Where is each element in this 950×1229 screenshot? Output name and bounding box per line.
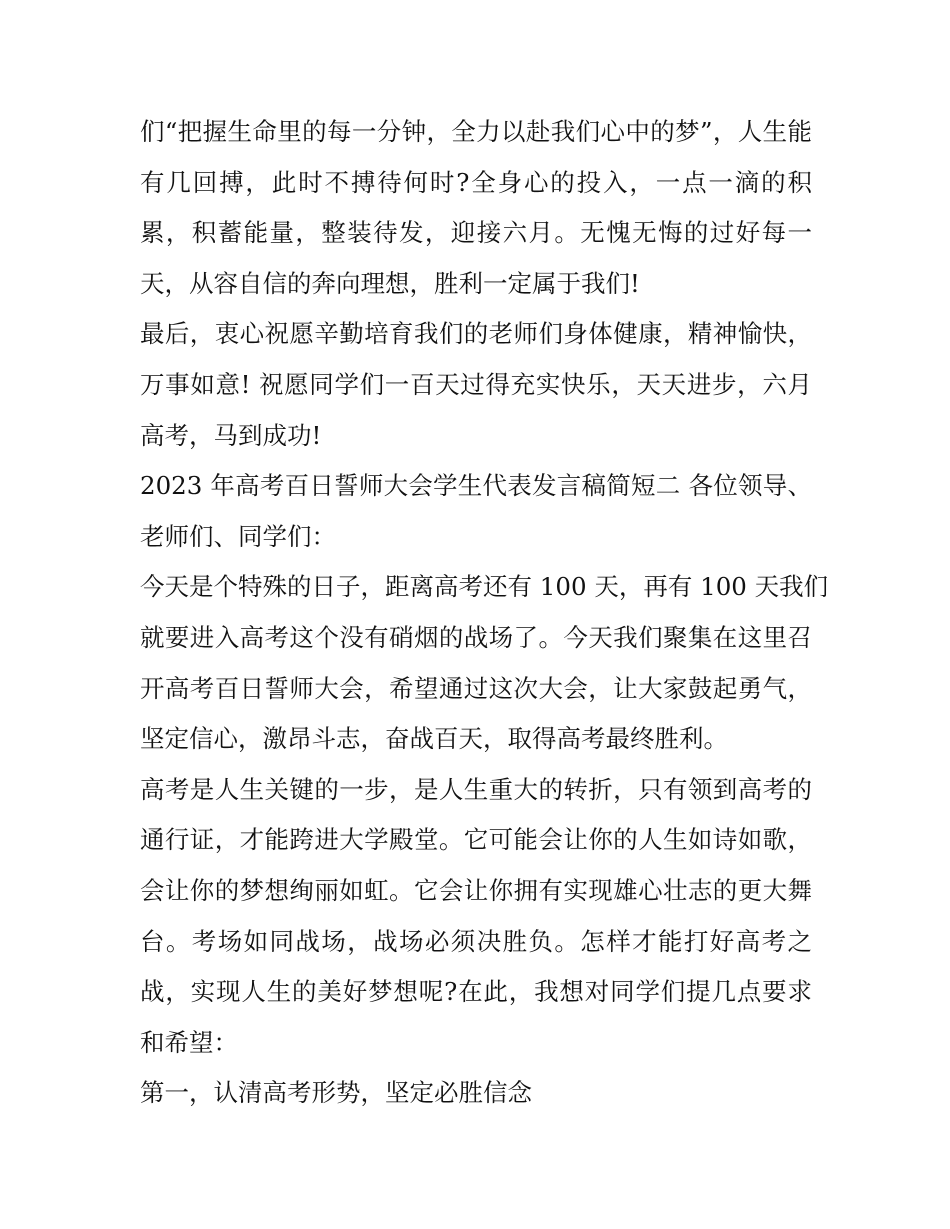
text-line: 就要进入高考这个没有硝烟的战场了。今天我们聚集在这里召 bbox=[140, 622, 812, 652]
text-line: 通行证，才能跨进大学殿堂。它可能会让你的人生如诗如歌， bbox=[140, 825, 812, 855]
text-line: 高考是人生关键的一步，是人生重大的转折，只有领到高考的 bbox=[140, 774, 812, 804]
text-line: 们“把握生命里的每一分钟，全力以赴我们心中的梦”，人生能 bbox=[140, 117, 812, 146]
document-page bbox=[140, 107, 829, 1119]
text-line: 2023 年高考百日誓师大会学生代表发言稿简短二 各位领导、 bbox=[140, 471, 812, 501]
text-line: 和希望： bbox=[140, 1027, 238, 1057]
text-line: 开高考百日誓师大会，希望通过这次大会，让大家鼓起勇气， bbox=[140, 673, 812, 703]
text-line: 累，积蓄能量，整装待发，迎接六月。无愧无悔的过好每一 bbox=[140, 218, 812, 248]
text-line: 第一，认清高考形势，坚定必胜信念 bbox=[140, 1078, 532, 1108]
text-line: 老师们、同学们： bbox=[140, 521, 336, 551]
text-line: 万事如意! 祝愿同学们一百天过得充实快乐，天天进步，六月 bbox=[140, 369, 812, 399]
text-line: 今天是个特殊的日子，距离高考还有 100 天，再有 100 天我们 bbox=[140, 572, 829, 602]
text-line: 会让你的梦想绚丽如虹。它会让你拥有实现雄心壮志的更大舞 bbox=[140, 875, 812, 905]
text-line: 有几回搏，此时不搏待何时?全身心的投入，一点一滴的积 bbox=[140, 167, 812, 197]
text-line: 天，从容自信的奔向理想，胜利一定属于我们! bbox=[140, 268, 640, 298]
text-line: 战，实现人生的美好梦想呢?在此，我想对同学们提几点要求 bbox=[140, 977, 812, 1007]
text-line: 坚定信心，激昂斗志，奋战百天，取得高考最终胜利。 bbox=[140, 724, 728, 754]
text-line: 最后，衷心祝愿辛勤培育我们的老师们身体健康，精神愉快， bbox=[140, 319, 812, 349]
text-line: 台。考场如同战场，战场必须决胜负。怎样才能打好高考之 bbox=[140, 926, 812, 956]
text-line: 高考，马到成功! bbox=[140, 420, 322, 450]
